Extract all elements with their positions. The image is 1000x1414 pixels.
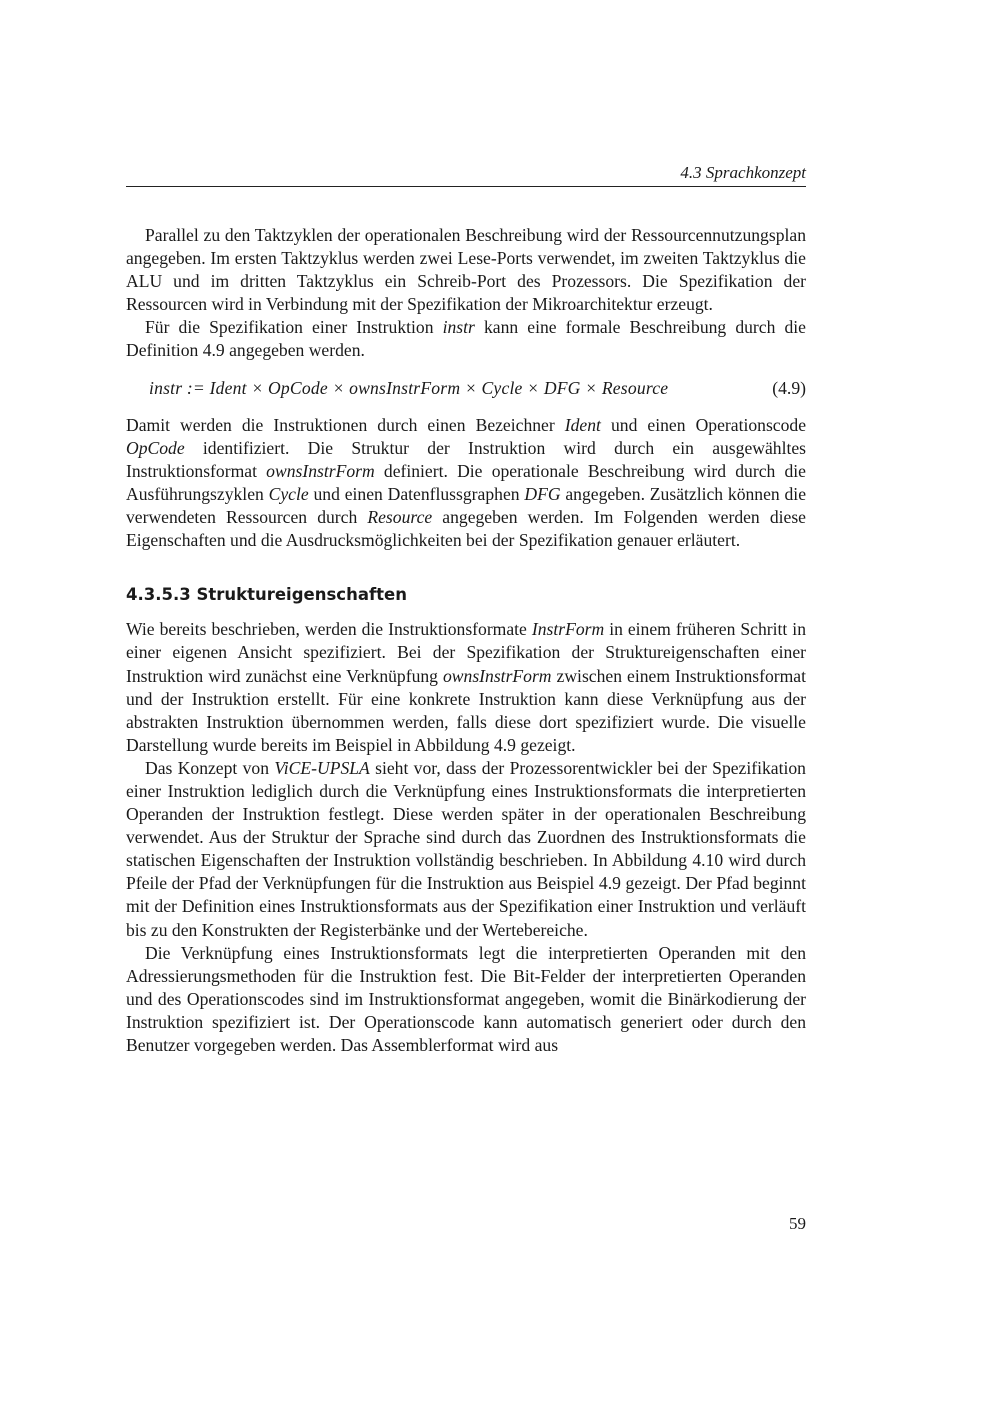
emphasis-instr: instr (442, 317, 475, 338)
emphasis-resource: Resource (367, 507, 433, 528)
text-span: definiert. Die operationale Beschreibung wird durch die Ausführungszyklen (126, 460, 806, 504)
paragraph-structure-1 (126, 618, 806, 757)
text-span: Wie bereits beschrieben, werden die Instruktionsformate (126, 619, 532, 640)
text-span: und einen Datenflussgraphen (308, 483, 525, 504)
paragraph-structure-2 (126, 757, 806, 942)
text-span: angegeben werden. Im Folgenden werden diese Eigenschaften und die Ausdrucksmöglichkeiten bei der Spezifikation genauer erläutert. (126, 507, 806, 551)
paragraph-instr-explanation (126, 414, 806, 553)
emphasis-instrform: InstrForm (531, 619, 605, 640)
text-span: und einen Operationscode (600, 414, 806, 435)
text-span: angegeben. Zusätzlich können die verwendeten Ressourcen durch (126, 483, 807, 528)
document-page (126, 0, 806, 1414)
emphasis-ownsinstrform: ownsInstrForm (443, 665, 552, 686)
text-span: Für die Spezifikation einer Instruktion (145, 317, 443, 338)
equation-body: instr := Ident × OpCode × ownsInstrForm × Cycle × DFG × Resource (149, 377, 669, 398)
body-text (126, 224, 806, 1057)
emphasis-vice-upsla: ViCE-UPSLA (274, 757, 370, 778)
equation-4-9 (126, 377, 806, 400)
text-span: Damit werden die Instruktionen durch einen Bezeichner (126, 414, 565, 435)
emphasis-ident: Ident (564, 414, 601, 435)
emphasis-cycle: Cycle (268, 483, 309, 504)
text-span: Das Konzept von (145, 757, 275, 778)
emphasis-opcode: OpCode (126, 437, 185, 458)
paragraph-resource-plan: Parallel zu den Taktzyklen der operationalen Beschreibung wird der Ressourcennutzungsplan angegeben. Im ersten Taktzyklus werden zwei Lese-Ports verwendet, im zweiten Taktzyklus die ALU und im dritten Taktzyklus ein Schreib-Port des Prozessors. Die Spezifikation der Ressourcen wird in Verbindung mit der Spezifikation der Mikroarchitektur erzeugt. (126, 225, 806, 315)
text-span: zwischen einem Instruktionsformat und der Instruktion erstellt. Für eine konkrete Instruktion kann diese Verknüpfung aus der abstrakten Instruktion übernommen werden, falls diese dort spezifiziert wurde. Die visuelle Darstellung wurde bereits im Beispiel in Abbildung 4.9 gezeigt. (126, 665, 806, 755)
emphasis-dfg: DFG (524, 483, 561, 504)
page-number: 59 (789, 1214, 806, 1233)
text-span: kann eine formale Beschreibung durch die Definition 4.9 angegeben werden. (126, 317, 806, 361)
text-span: in einem früheren Schritt in einer eigenen Ansicht spezifiziert. Bei der Spezifikation der Struktureigenschaften einer Instruktion wird zunächst eine Verknüpfung (126, 619, 806, 686)
equation-number: (4.9) (772, 377, 806, 398)
running-header: 4.3 Sprachkonzept (126, 163, 806, 187)
text-span: identifiziert. Die Struktur der Instruktion wird durch ein ausgewähltes Instruktionsformat (126, 437, 806, 481)
paragraph-structure-3: Die Verknüpfung eines Instruktionsformats legt die interpretierten Operanden mit den Adressierungsmethoden für die Instruktion fest. Die Bit-Felder der interpretierten Operanden und des Operationscodes sind im Instruktionsformat angegeben, womit die Binärkodierung der Instruktion spezifiziert ist. Der Operationscode kann automatisch generiert oder durch den Benutzer vorgegeben werden. Das Assemblerformat wird aus (126, 942, 806, 1055)
emphasis-ownsinstrform: ownsInstrForm (266, 460, 375, 481)
text-span: sieht vor, dass der Prozessorentwickler bei der Spezifikation einer Instruktion lediglich durch die Verknüpfung eines Instruktionsformats die interpretierten Operanden der Instruktion festlegt. Diese werden später in der operationalen Beschreibung verwendet. Aus der Struktur der Sprache sind durch das Zuordnen des Instruktionsformats die statischen Eigenschaften der Instruktion vollständig beschrieben. In Abbildung 4.10 wird durch Pfeile der Pfad der Verknüpfungen für die Instruktion aus Beispiel 4.9 gezeigt. Der Pfad beginnt mit der Definition eines Instruktionsformats aus der Spezifikation einer Instruktion und verläuft bis zu den Konstrukten der Registerbänke und der Wertebereiche. (126, 757, 806, 940)
section-heading: 4.3.5.3 Struktureigenschaften (126, 585, 407, 605)
paragraph-instr-definition (126, 316, 806, 362)
